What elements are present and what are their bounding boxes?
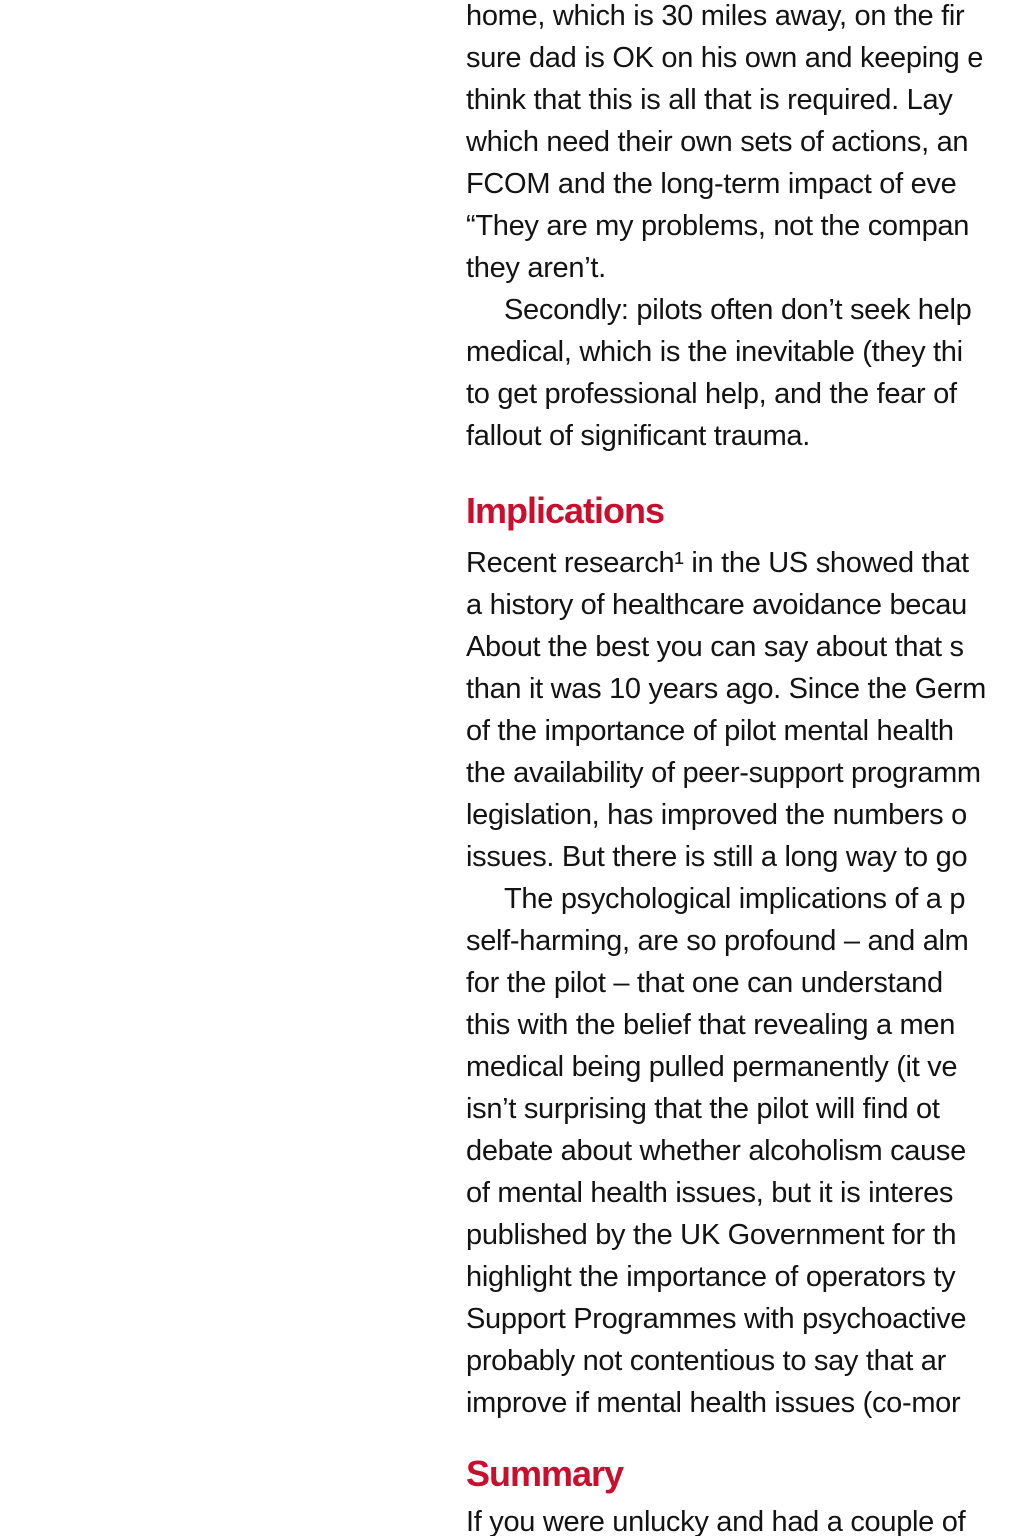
text-line: legislation, has improved the numbers o xyxy=(466,799,967,831)
section-heading-summary: Summary xyxy=(466,1453,624,1494)
text-line: probably not contentious to say that ar xyxy=(466,1345,946,1377)
text-line: About the best you can say about that s xyxy=(466,631,964,663)
text-line: than it was 10 years ago. Since the Germ xyxy=(466,673,986,705)
text-line: which need their own sets of actions, an xyxy=(466,126,969,158)
text-line: to get professional help, and the fear of xyxy=(466,378,957,410)
text-line: improve if mental health issues (co-mor xyxy=(466,1387,961,1419)
text-line: published by the UK Government for th xyxy=(466,1219,957,1251)
text-line: Support Programmes with psychoactive xyxy=(466,1303,967,1335)
text-line: highlight the importance of operators ty xyxy=(466,1261,956,1293)
paragraph-intro xyxy=(466,0,1024,289)
text-line: FCOM and the long-term impact of eve xyxy=(466,168,957,200)
text-line: isn’t surprising that the pilot will find ot xyxy=(466,1093,940,1125)
text-line: they aren’t. xyxy=(466,252,606,284)
text-line: of the importance of pilot mental health xyxy=(466,715,954,747)
text-line: The psychological implications of a p xyxy=(504,883,966,915)
paragraph-implications-2 xyxy=(466,878,1024,1424)
text-line: fallout of significant trauma. xyxy=(466,420,811,452)
text-line: If you were unlucky and had a couple of xyxy=(466,1506,966,1536)
text-line: medical being pulled permanently (it ve xyxy=(466,1051,958,1083)
text-line: debate about whether alcoholism cause xyxy=(466,1135,966,1167)
text-line: Secondly: pilots often don’t seek help xyxy=(504,294,972,326)
text-line: think that this is all that is required. Lay xyxy=(466,84,953,116)
text-line: for the pilot – that one can understand xyxy=(466,967,943,999)
text-line: “They are my problems, not the compan xyxy=(466,210,970,242)
section-heading-implications: Implications xyxy=(466,490,665,531)
text-line: self-harming, are so profound – and alm xyxy=(466,925,969,957)
paragraph-secondly xyxy=(466,289,1024,457)
text-line: Recent research¹ in the US showed that xyxy=(466,547,969,579)
text-line: sure dad is OK on his own and keeping e xyxy=(466,42,984,74)
text-line: medical, which is the inevitable (they thi xyxy=(466,336,963,368)
text-line: issues. But there is still a long way to go xyxy=(466,841,968,873)
text-line: home, which is 30 miles away, on the fir xyxy=(466,0,965,32)
paragraph-implications-1 xyxy=(466,542,1024,878)
text-line: a history of healthcare avoidance becau xyxy=(466,589,967,621)
text-line: the availability of peer-support programm xyxy=(466,757,981,789)
text-line: this with the belief that revealing a men xyxy=(466,1009,956,1041)
paragraph-summary xyxy=(466,1501,1024,1536)
text-line: of mental health issues, but it is interes xyxy=(466,1177,954,1209)
